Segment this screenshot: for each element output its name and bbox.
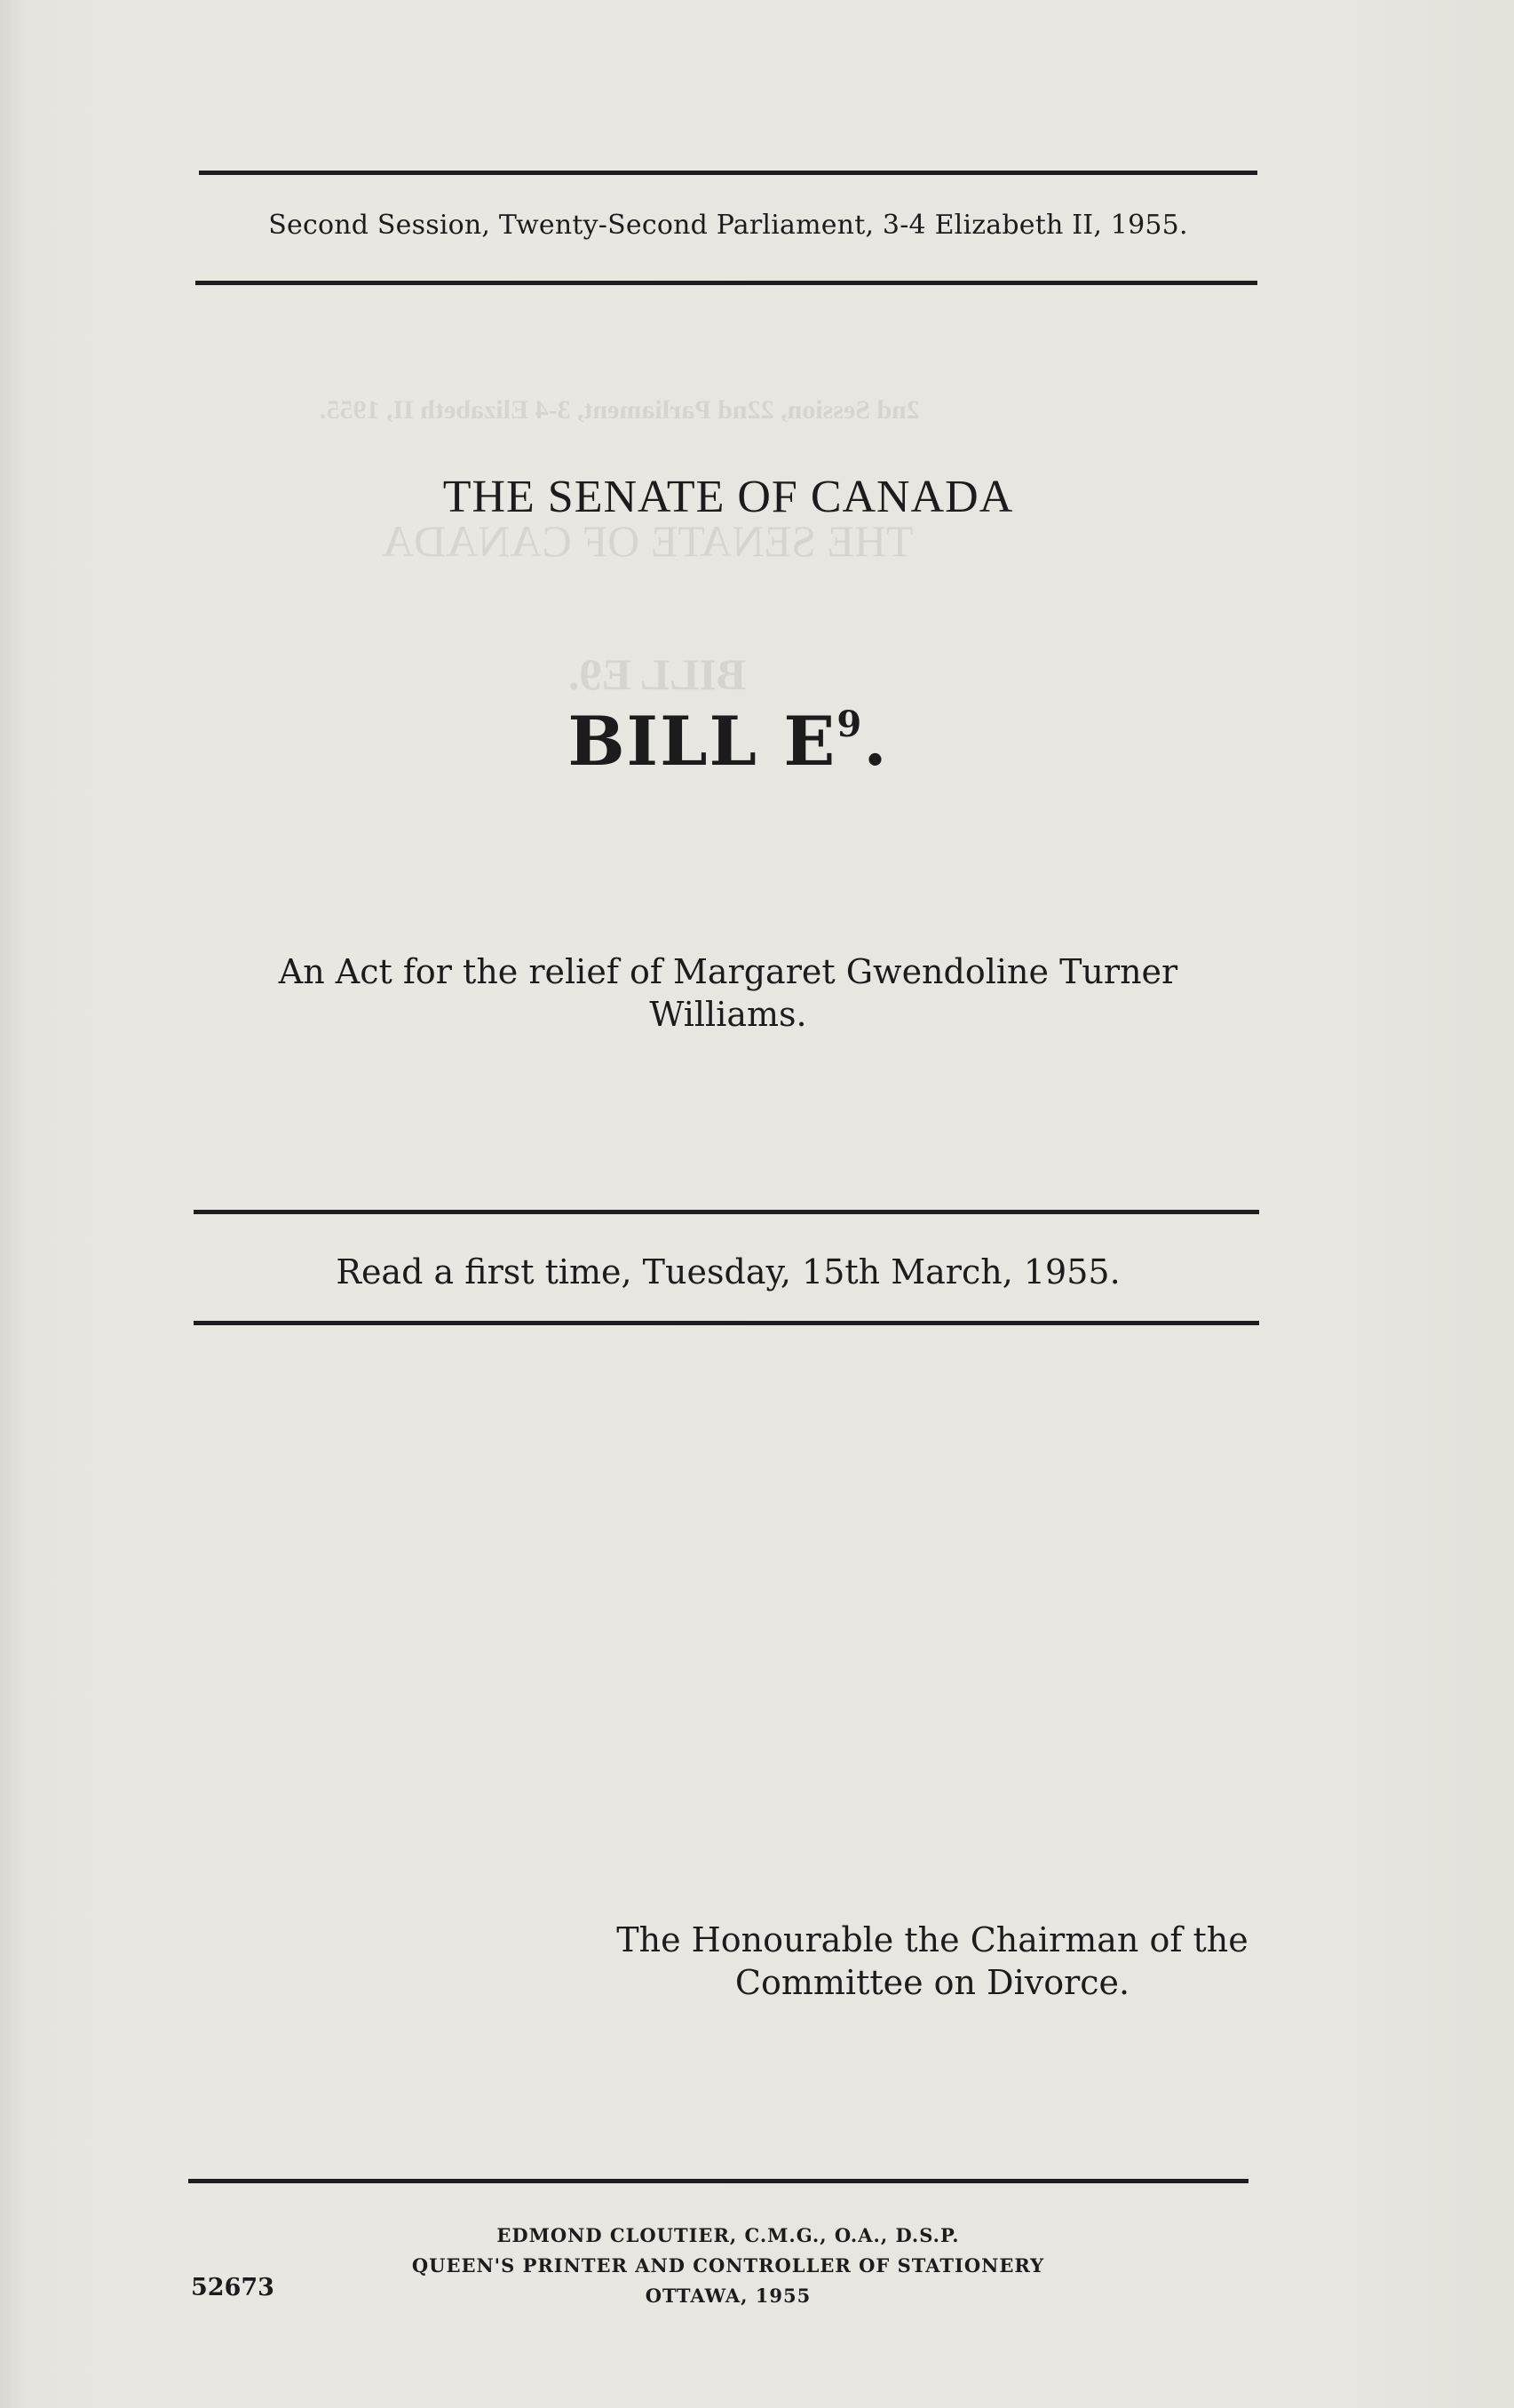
senate-title: THE SENATE OF CANADA	[442, 472, 1014, 522]
act-title-line2: Williams.	[649, 995, 807, 1034]
bleed-through-text: THE SENATE OF CANADA	[382, 516, 914, 566]
printer-imprint	[199, 2221, 1257, 2311]
bill-label: BILL E	[567, 702, 837, 781]
sponsor-line1: The Honourable the Chairman of the	[616, 1920, 1248, 1959]
reading-rule-upper	[194, 1210, 1259, 1214]
sponsor-line2: Committee on Divorce.	[734, 1963, 1130, 2002]
sponsor-block	[533, 1919, 1332, 2004]
imprint-rule	[188, 2179, 1248, 2183]
reading-rule-lower	[194, 1321, 1259, 1325]
act-title	[240, 950, 1217, 1036]
bill-title	[199, 702, 1257, 781]
session-header: Second Session, Twenty-Second Parliament, 3-4 Elizabeth II, 1955.	[268, 210, 1188, 241]
top-rule-upper	[199, 171, 1257, 175]
act-title-line1: An Act for the relief of Margaret Gwendoline Turner	[278, 952, 1178, 991]
bleed-through-text: 2nd Session, 22nd Parliament, 3-4 Elizabeth II, 1955.	[320, 395, 920, 425]
bleed-through-text: BILL E9.	[568, 649, 747, 699]
printer-title: QUEEN'S PRINTER AND CONTROLLER OF STATIONERY	[411, 2254, 1045, 2277]
bill-superscript: 9	[836, 703, 864, 745]
first-reading-line: Read a first time, Tuesday, 15th March, 1955.	[336, 1252, 1121, 1291]
job-number: 52673	[191, 2274, 274, 2301]
printer-place-year: OTTAWA, 1955	[645, 2285, 812, 2307]
bill-suffix: .	[863, 702, 889, 781]
top-rule-lower	[195, 281, 1257, 285]
printer-name: EDMOND CLOUTIER, C.M.G., O.A., D.S.P.	[496, 2224, 960, 2246]
